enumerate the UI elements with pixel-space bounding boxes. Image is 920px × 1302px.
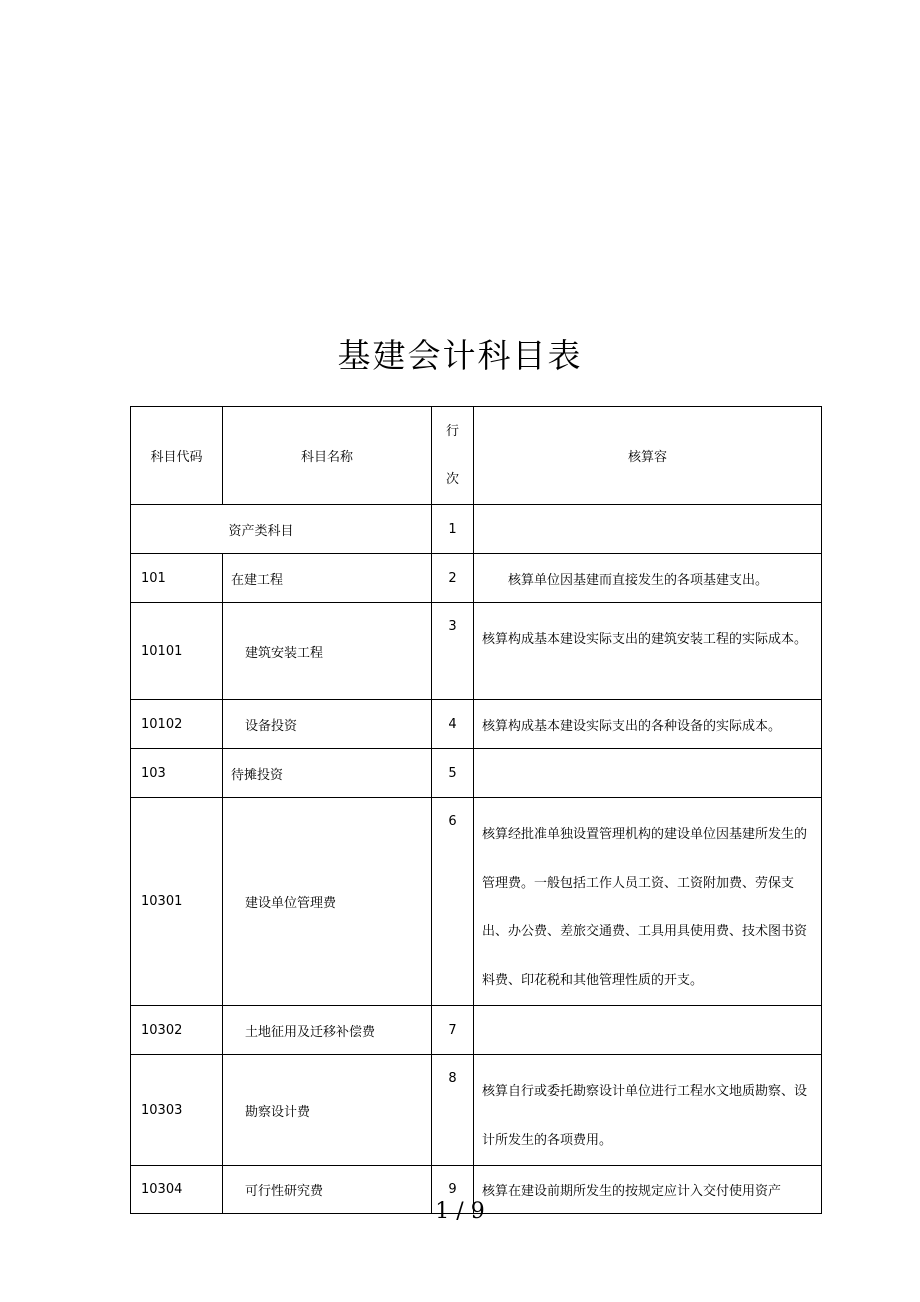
account-code: 10303 [131, 1055, 223, 1166]
group-label: 资产类科目 [131, 505, 432, 554]
account-name: 建设单位管理费 [223, 798, 432, 1006]
header-row-top: 行 [445, 423, 459, 439]
header-row-number [432, 407, 474, 505]
row-number: 9 [432, 1166, 474, 1214]
document-title: 基建会计科目表 [337, 336, 583, 375]
account-code: 10102 [131, 700, 223, 749]
header-name: 科目名称 [223, 407, 432, 505]
account-name: 在建工程 [223, 554, 432, 603]
row-description [474, 505, 822, 554]
account-name: 土地征用及迁移补偿费 [223, 1006, 432, 1055]
table-header-row [131, 407, 822, 505]
row-number: 1 [432, 505, 474, 554]
page-number: 1 / 9 [435, 1199, 485, 1224]
account-code: 103 [131, 749, 223, 798]
account-code: 10304 [131, 1166, 223, 1214]
header-description: 核算容 [474, 407, 822, 505]
row-description: 核算经批准单独设置管理机构的建设单位因基建所发生的管理费。一般包括工作人员工资、工资附加费、劳保支出、办公费、差旅交通费、工具用具使用费、技术图书资料费、印花税和其他管理性质的开支。 [474, 798, 822, 1006]
header-code: 科目代码 [131, 407, 223, 505]
accounts-table [130, 406, 822, 1214]
row-number: 3 [432, 603, 474, 700]
account-name: 待摊投资 [223, 749, 432, 798]
row-description [474, 749, 822, 798]
row-description: 核算单位因基建而直接发生的各项基建支出。 [474, 554, 822, 603]
row-description: 核算构成基本建设实际支出的各种设备的实际成本。 [474, 700, 822, 749]
table-row [131, 749, 822, 798]
table-row [131, 1055, 822, 1166]
account-code: 10101 [131, 603, 223, 700]
account-code: 10301 [131, 798, 223, 1006]
row-description: 核算构成基本建设实际支出的建筑安装工程的实际成本。 [474, 603, 822, 700]
row-number: 7 [432, 1006, 474, 1055]
table-row [131, 603, 822, 700]
row-number: 2 [432, 554, 474, 603]
table-row [131, 1006, 822, 1055]
row-number: 5 [432, 749, 474, 798]
account-code: 10302 [131, 1006, 223, 1055]
account-name: 建筑安装工程 [223, 603, 432, 700]
row-description: 核算自行或委托勘察设计单位进行工程水文地质勘察、设计所发生的各项费用。 [474, 1055, 822, 1166]
account-name: 可行性研究费 [223, 1166, 432, 1214]
table-row [131, 554, 822, 603]
account-code: 101 [131, 554, 223, 603]
account-name: 勘察设计费 [223, 1055, 432, 1166]
row-description [474, 1006, 822, 1055]
header-row-bottom: 次 [445, 471, 459, 487]
row-number: 8 [432, 1055, 474, 1166]
table-row [131, 700, 822, 749]
row-number: 6 [432, 798, 474, 1006]
row-number: 4 [432, 700, 474, 749]
table-row [131, 798, 822, 1006]
table-row-group [131, 505, 822, 554]
row-description: 核算在建设前期所发生的按规定应计入交付使用资产 [474, 1166, 822, 1214]
account-name: 设备投资 [223, 700, 432, 749]
